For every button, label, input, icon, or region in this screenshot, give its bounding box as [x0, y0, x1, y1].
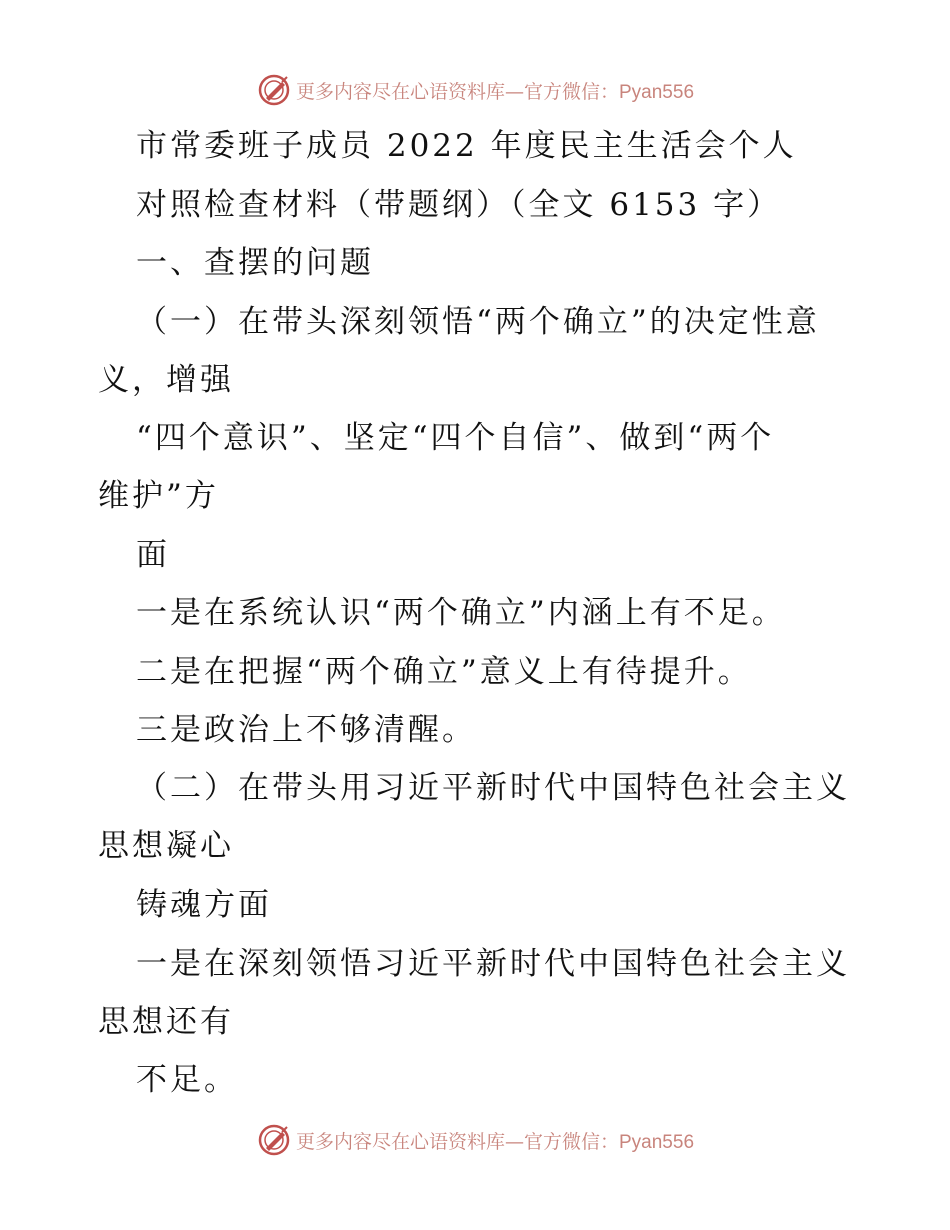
paragraph-line: 一是在深刻领悟习近平新时代中国特色社会主义 — [136, 946, 850, 982]
watermark-text: 更多内容尽在心语资料库—官方微信：Pyan556 — [295, 1130, 695, 1153]
section-heading: 一、查摆的问题 — [136, 245, 374, 281]
subsection-heading-1-cont: 义，增强 — [98, 362, 234, 398]
pen-seal-icon — [256, 1122, 292, 1158]
pen-seal-icon — [256, 72, 292, 108]
paragraph-line: 一是在系统认识“两个确立”内涵上有不足。 — [136, 595, 786, 631]
subsection-heading-1: （一）在带头深刻领悟“两个确立”的决定性意 — [136, 304, 820, 340]
footer-watermark — [0, 1120, 950, 1160]
subsection-heading-2: （二）在带头用习近平新时代中国特色社会主义 — [136, 770, 850, 806]
header-watermark — [0, 70, 950, 110]
subsection-heading-1-cont-4: 面 — [136, 537, 170, 573]
subsection-heading-2-cont: 思想凝心 — [98, 828, 234, 864]
paragraph-line: 思想还有 — [98, 1004, 234, 1040]
paragraph-line: 三是政治上不够清醒。 — [136, 712, 476, 748]
subsection-heading-1-cont-3: 维护”方 — [98, 478, 219, 514]
watermark-handle: Pyan556 — [619, 1131, 695, 1153]
doc-title-line-1: 市常委班子成员 2022 年度民主生活会个人 — [136, 128, 797, 164]
watermark-text: 更多内容尽在心语资料库—官方微信：Pyan556 — [295, 80, 695, 103]
subsection-heading-2-cont-2: 铸魂方面 — [136, 887, 272, 923]
subsection-heading-1-cont-2: “四个意识”、坚定“四个自信”、做到“两个 — [136, 420, 775, 456]
paragraph-line: 不足。 — [136, 1062, 238, 1098]
doc-title-line-2: 对照检查材料（带题纲）（全文 6153 字） — [136, 187, 782, 223]
paragraph-line: 二是在把握“两个确立”意义上有待提升。 — [136, 654, 752, 690]
watermark-handle: Pyan556 — [619, 81, 695, 103]
